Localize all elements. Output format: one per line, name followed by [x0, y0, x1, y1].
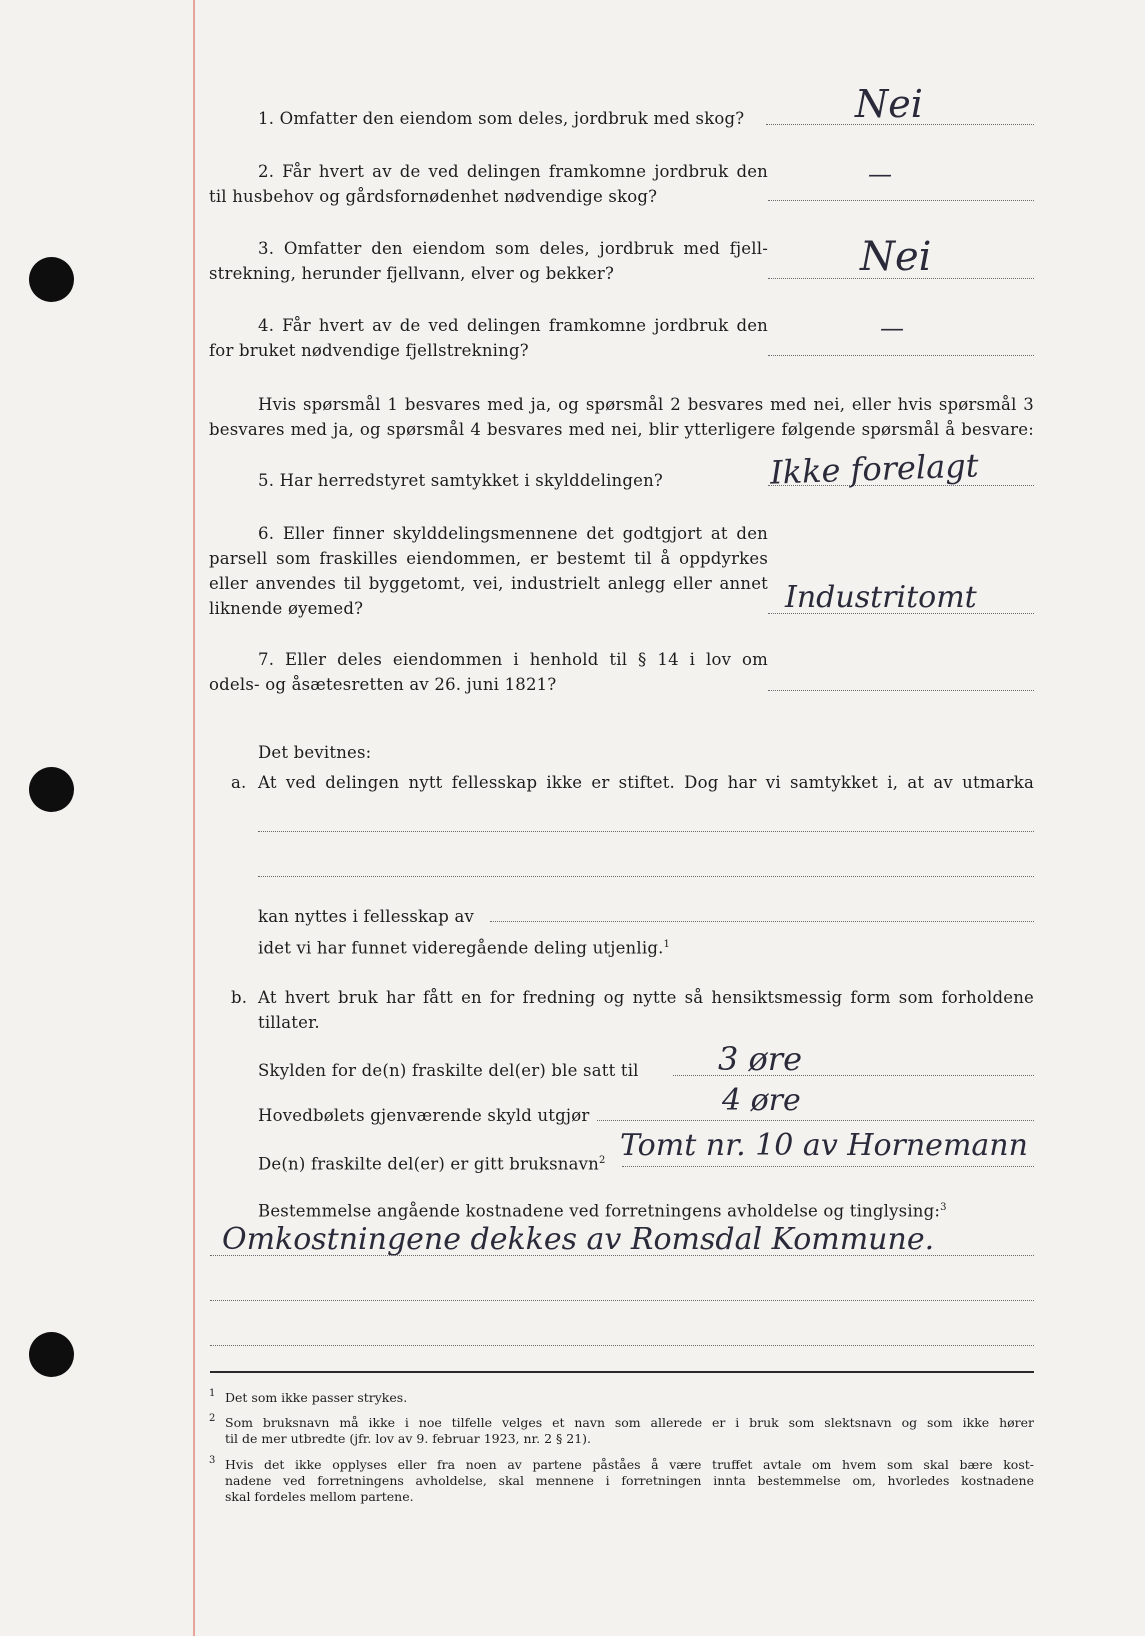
question-4-line-2: for bruket nødvendige fjellstrekning?: [209, 341, 529, 360]
answer-4-dash: —: [880, 314, 904, 342]
bruksnavn-value-handwritten: Tomt nr. 10 av Hornemann: [620, 1128, 1028, 1163]
witness-heading: Det bevitnes:: [258, 743, 372, 762]
binder-hole: [29, 257, 74, 302]
answer-2-dash: —: [868, 160, 892, 188]
binder-hole: [29, 767, 74, 812]
footnote-separator: [210, 1371, 1034, 1373]
answer-3-handwritten: Nei: [860, 234, 932, 280]
blank-line: [210, 1345, 1034, 1346]
question-6-line-3: eller anvendes til byggetomt, vei, industrielt anlegg eller annet: [209, 574, 768, 593]
witness-a-text: At ved delingen nytt fellesskap ikke er stiftet. Dog har vi samtykket i, at av utmarka: [258, 773, 1034, 792]
witness-b-label: b.: [231, 988, 248, 1007]
witness-a-reason: idet vi har funnet videregående deling utjenlig.$^1$: [258, 938, 671, 958]
question-3-line-2: strekning, herunder fjellvann, elver og bekker?: [209, 264, 614, 283]
skyld-value-handwritten: 3 øre: [718, 1040, 803, 1078]
witness-a-label: a.: [231, 773, 247, 792]
footnote-3-number: 3: [209, 1455, 216, 1466]
blank-line: [490, 921, 1034, 922]
condition-line-2: besvares med ja, og spørsmål 4 besvares med nei, blir ytterligere følgende spørsmål å besvare:: [209, 420, 1034, 439]
bruksnavn-label: De(n) fraskilte del(er) er gitt bruksnavn$^2$: [258, 1154, 606, 1174]
question-3-line-1: 3. Omfatter den eiendom som deles, jordbruk med fjell-: [258, 239, 768, 258]
footnote-3-line-3: skal fordeles mellom partene.: [225, 1489, 414, 1504]
answer-line: [622, 1166, 1034, 1167]
cost-value-handwritten: Omkostningene dekkes av Romsdal Kommune.: [222, 1222, 935, 1257]
witness-b-line-2: tillater.: [258, 1013, 320, 1032]
footnote-2-number: 2: [209, 1413, 216, 1424]
question-7-line-1: 7. Eller deles eiendommen i henhold til § 14 i lov om: [258, 650, 768, 669]
question-4-line-1: 4. Får hvert av de ved delingen framkomne jordbruk den: [258, 316, 768, 335]
question-5: 5. Har herredstyret samtykket i skylddelingen?: [258, 471, 663, 490]
blank-line: [210, 1300, 1034, 1301]
footnote-2-line-2: til de mer utbredte (jfr. lov av 9. februar 1923, nr. 2 § 21).: [225, 1431, 591, 1446]
footnote-1-text: Det som ikke passer strykes.: [225, 1390, 408, 1405]
answer-1-handwritten: Nei: [855, 82, 923, 126]
footnote-3-line-2: nadene ved forretningens avholdelse, skal mennene i forretningen innta bestemmelse om, hvorledes kostnadene: [225, 1473, 1034, 1488]
answer-line: [597, 1120, 1034, 1121]
answer-5-handwritten: Ikke forelagt: [769, 446, 980, 492]
answer-line: [768, 690, 1034, 691]
question-2-line-2: til husbehov og gårdsfornødenhet nødvendige skog?: [209, 187, 658, 206]
footnote-1-number: 1: [209, 1388, 216, 1399]
hovedbol-label: Hovedbølets gjenværende skyld utgjør: [258, 1106, 590, 1125]
blank-line: [210, 1255, 1034, 1256]
question-1: 1. Omfatter den eiendom som deles, jordbruk med skog?: [258, 109, 745, 128]
binder-hole: [29, 1332, 74, 1377]
question-6-line-4: liknende øyemed?: [209, 599, 364, 618]
footnote-3-line-1: Hvis det ikke opplyses eller fra noen av partene påståes å være truffet avtale om hvem som skal bære kost-: [225, 1457, 1034, 1472]
blank-line: [258, 876, 1034, 877]
answer-line: [768, 355, 1034, 356]
common-use-label: kan nyttes i fellesskap av: [258, 907, 475, 926]
blank-line: [258, 831, 1034, 832]
condition-line-1: Hvis spørsmål 1 besvares med ja, og spørsmål 2 besvares med nei, eller hvis spørsmål 3: [258, 395, 1034, 414]
answer-6-handwritten: Industritomt: [785, 580, 977, 615]
question-2-line-1: 2. Får hvert av de ved delingen framkomne jordbruk den: [258, 162, 768, 181]
answer-line: [768, 200, 1034, 201]
cost-label: Bestemmelse angående kostnadene ved forretningens avholdelse og tinglysing:$^3$: [258, 1201, 947, 1221]
witness-b-line-1: At hvert bruk har fått en for fredning og nytte så hensiktsmessig form som forholdene: [258, 988, 1034, 1007]
question-7-line-2: odels- og åsætesretten av 26. juni 1821?: [209, 675, 557, 694]
red-margin-line: [193, 0, 195, 1636]
footnote-2-line-1: Som bruksnavn må ikke i noe tilfelle velges et navn som allerede er i bruk som slektsnavn og som ikke hører: [225, 1415, 1034, 1430]
skyld-label: Skylden for de(n) fraskilte del(er) ble satt til: [258, 1061, 639, 1080]
question-6-line-1: 6. Eller finner skylddelingsmennene det godtgjort at den: [258, 524, 768, 543]
question-6-line-2: parsell som fraskilles eiendommen, er bestemt til å oppdyrkes: [209, 549, 768, 568]
hovedbol-value-handwritten: 4 øre: [722, 1083, 801, 1118]
